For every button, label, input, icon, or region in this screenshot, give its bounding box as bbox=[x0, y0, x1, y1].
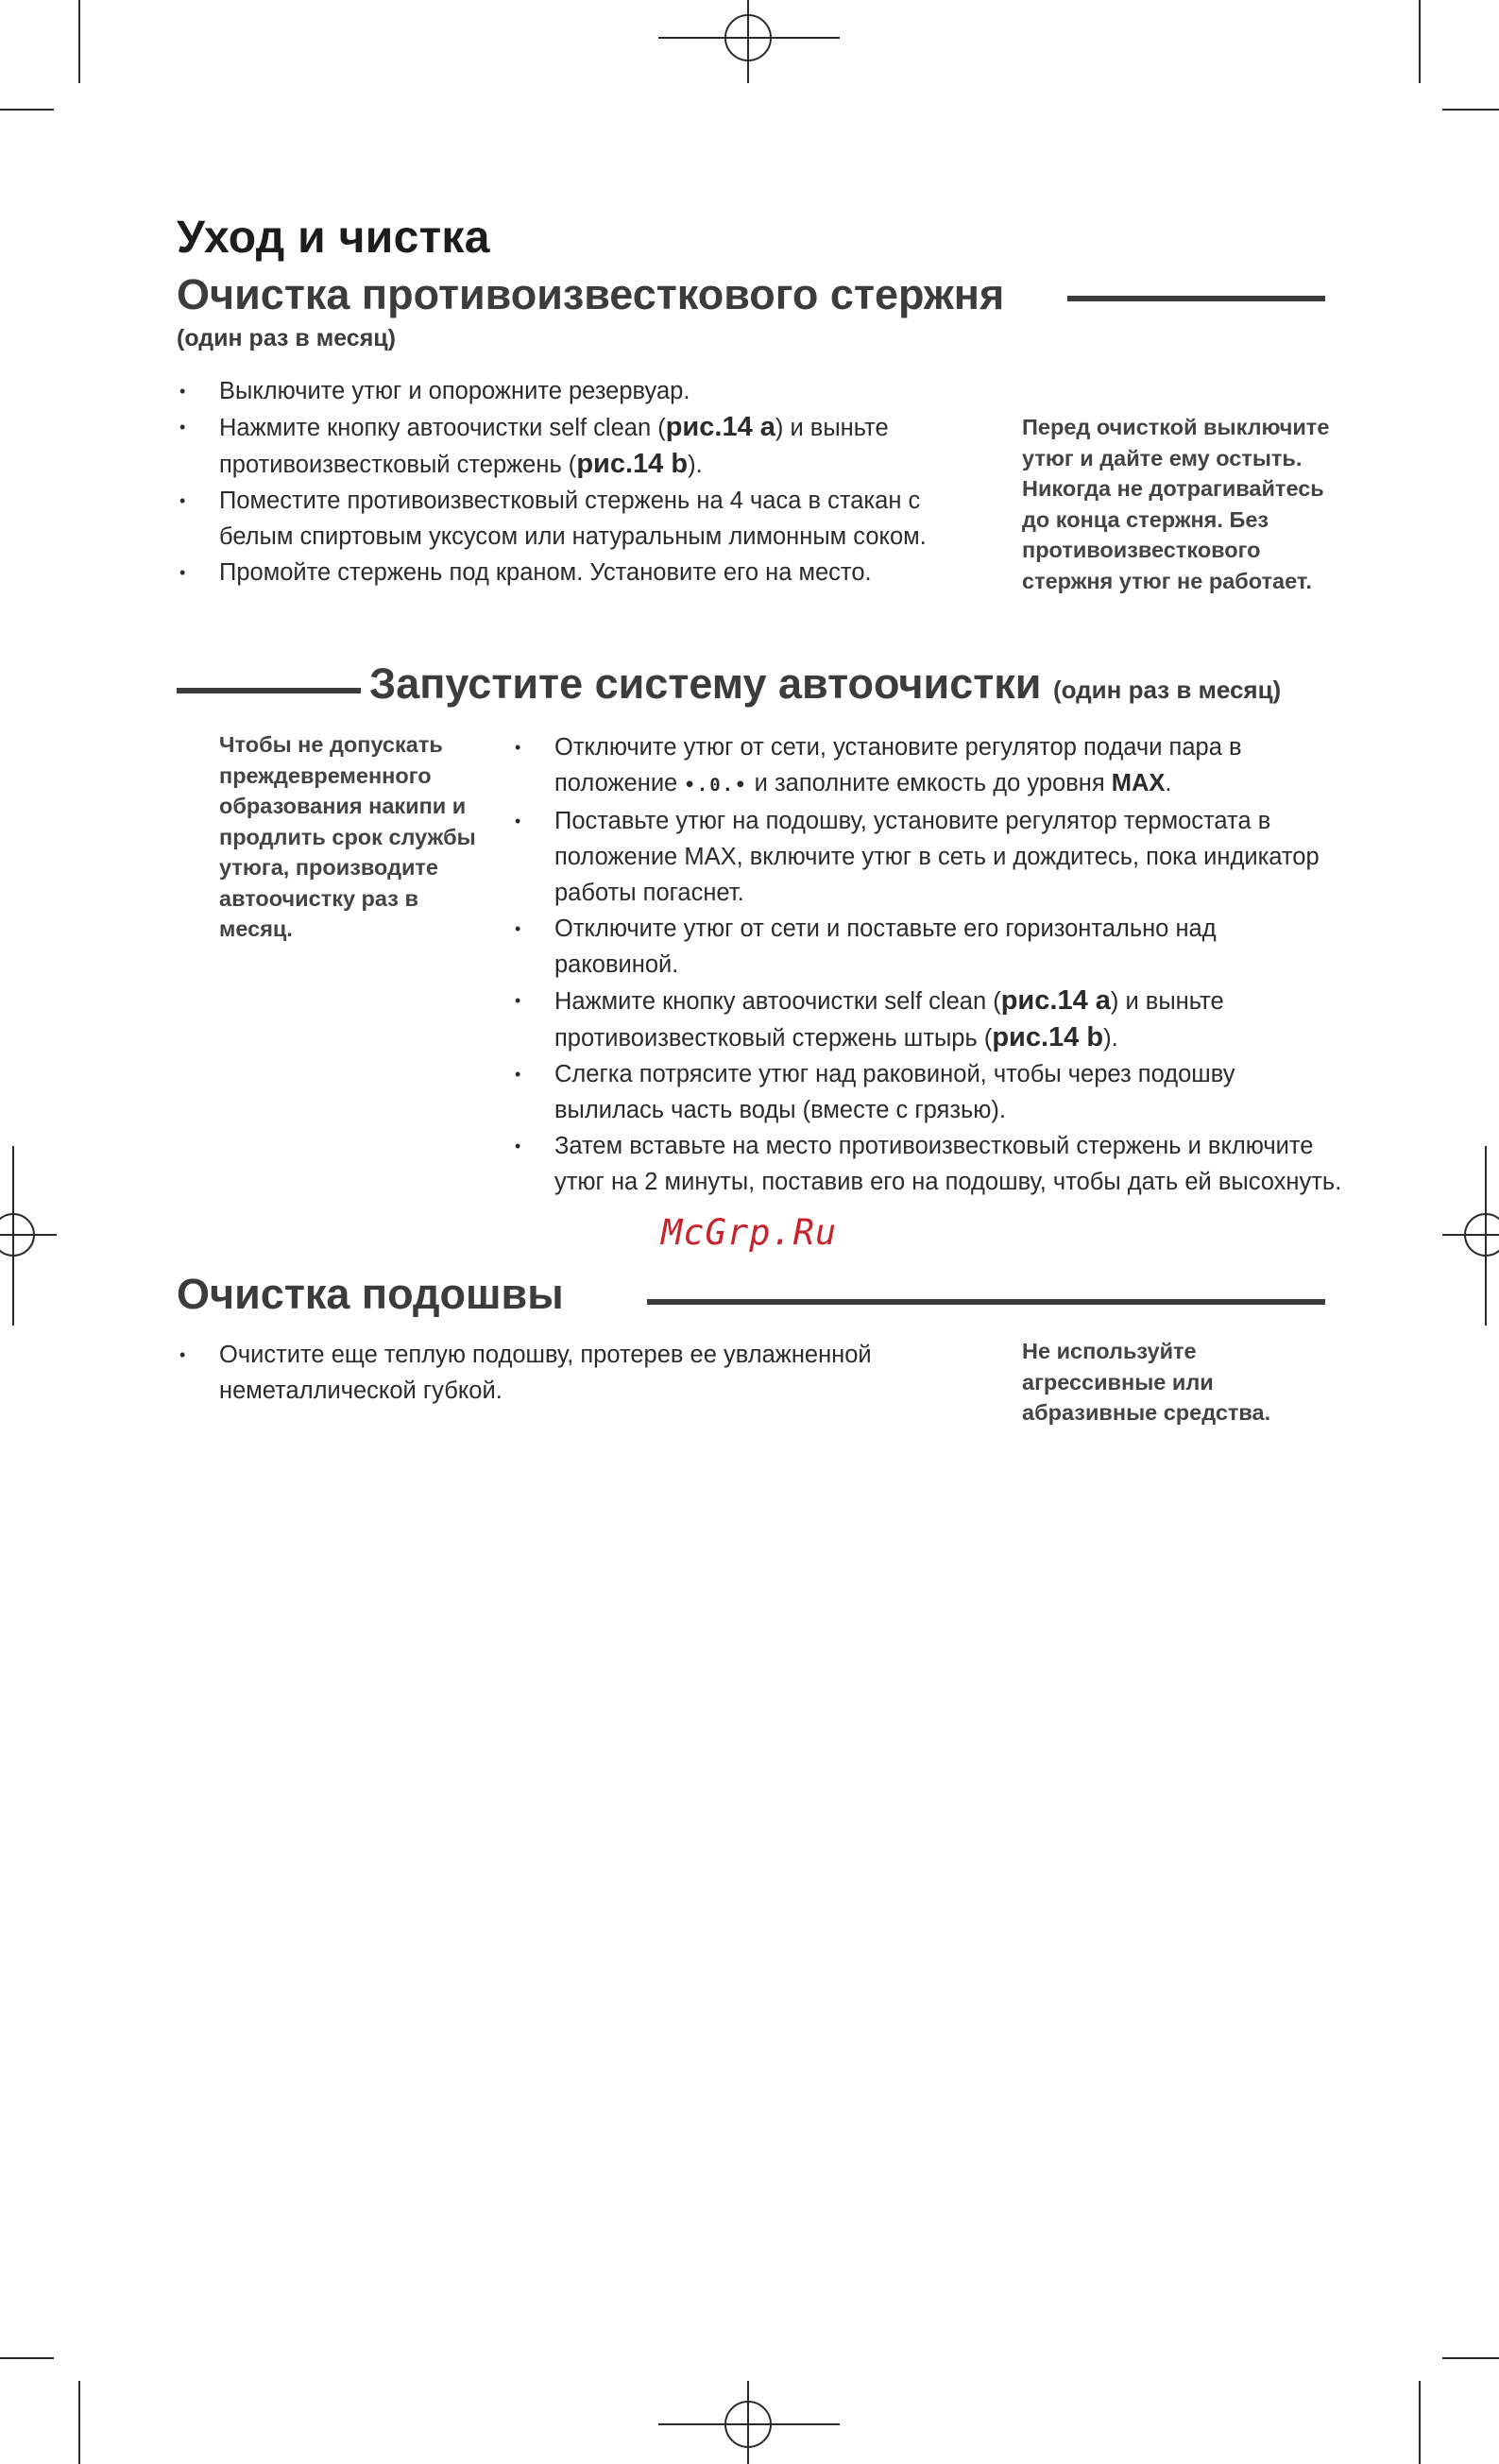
list-item: • Промойте стержень под краном. Установите его на место. bbox=[177, 555, 970, 590]
registration-mark-top-icon bbox=[658, 0, 840, 85]
list-item: • Поставьте утюг на подошву, установите регулятор термостата в положение MAX, включите утюг в сеть и дождитесь, пока индикатор работы погаснет. bbox=[512, 803, 1343, 911]
registration-mark-bottom-icon bbox=[658, 2381, 840, 2464]
heading-rule bbox=[647, 1299, 1325, 1305]
heading-rule bbox=[177, 688, 361, 693]
registration-mark-left-icon bbox=[0, 1181, 57, 1290]
soleplate-steps bbox=[177, 1337, 913, 1409]
antiscale-steps bbox=[177, 373, 970, 590]
selfclean-steps bbox=[512, 729, 1343, 1200]
figure-ref: рис.14 b bbox=[992, 1022, 1104, 1052]
frequency-label: (один раз в месяц) bbox=[177, 325, 396, 351]
list-item: • Выключите утюг и опорожните резервуар. bbox=[177, 373, 970, 409]
steam-zero-symbol-icon: •.0.• bbox=[684, 775, 748, 796]
section-heading-antiscale-text: Очистка противоизвесткового стержня bbox=[177, 270, 1005, 318]
section-heading-soleplate-text: Очистка подошвы bbox=[177, 1270, 564, 1318]
list-item: • Нажмите кнопку автоочистки self clean (рис.14 a) и выньте противоизвестковый стержень штырь (рис.14 b). bbox=[512, 983, 1343, 1056]
section-heading-selfclean-text: Запустите систему автоочистки bbox=[369, 659, 1042, 708]
figure-ref: рис.14 b bbox=[576, 449, 689, 479]
list-item: • Поместите противоизвестковый стержень на 4 часа в стакан с белым спиртовым уксусом или натуральным лимонным соком. bbox=[177, 483, 970, 555]
list-item: • Слегка потрясите утюг над раковиной, чтобы через подошву вылилась часть воды (вместе с грязью). bbox=[512, 1056, 1343, 1128]
section-heading-selfclean bbox=[369, 659, 1281, 709]
list-item: • Отключите утюг от сети и поставьте его горизонтально над раковиной. bbox=[512, 911, 1343, 983]
heading-rule bbox=[1067, 296, 1325, 301]
page-title: Уход и чистка bbox=[177, 213, 490, 263]
section-heading-soleplate bbox=[177, 1270, 564, 1319]
warning-note-soleplate: Не используйте агрессивные или абразивные средства. bbox=[1022, 1339, 1271, 1425]
watermark: McGrp.Ru bbox=[661, 1212, 838, 1253]
list-item: • Отключите утюг от сети, установите регулятор подачи пара в положение •.0.• и заполните емкость до уровня MAX. bbox=[512, 729, 1343, 803]
warning-note-antiscale: Перед очисткой выключите утюг и дайте ему остыть. Никогда не дотрагивайтесь до конца стержня. Без противоизвесткового стержня утюг не работает. bbox=[1022, 415, 1330, 593]
registration-mark-right-icon bbox=[1442, 1181, 1499, 1290]
figure-ref: рис.14 a bbox=[1000, 985, 1111, 1016]
list-item: • Затем вставьте на место противоизвестковый стержень и включите утюг на 2 минуты, поставив его на подошву, чтобы дать ей высохнуть. bbox=[512, 1128, 1343, 1200]
section-heading-antiscale bbox=[177, 270, 1004, 319]
list-item: • Очистите еще теплую подошву, протерев ее увлажненной неметаллической губкой. bbox=[177, 1337, 913, 1409]
list-item: • Нажмите кнопку автоочистки self clean (рис.14 a) и выньте противоизвестковый стержень (рис.14 b). bbox=[177, 409, 970, 483]
tip-note-selfclean: Чтобы не допускать преждевременного образования накипи и продлить срок службы утюга, производите автоочистку раз в месяц. bbox=[219, 732, 476, 941]
figure-ref: рис.14 a bbox=[665, 412, 775, 442]
frequency-label: (один раз в месяц) bbox=[1052, 676, 1282, 704]
